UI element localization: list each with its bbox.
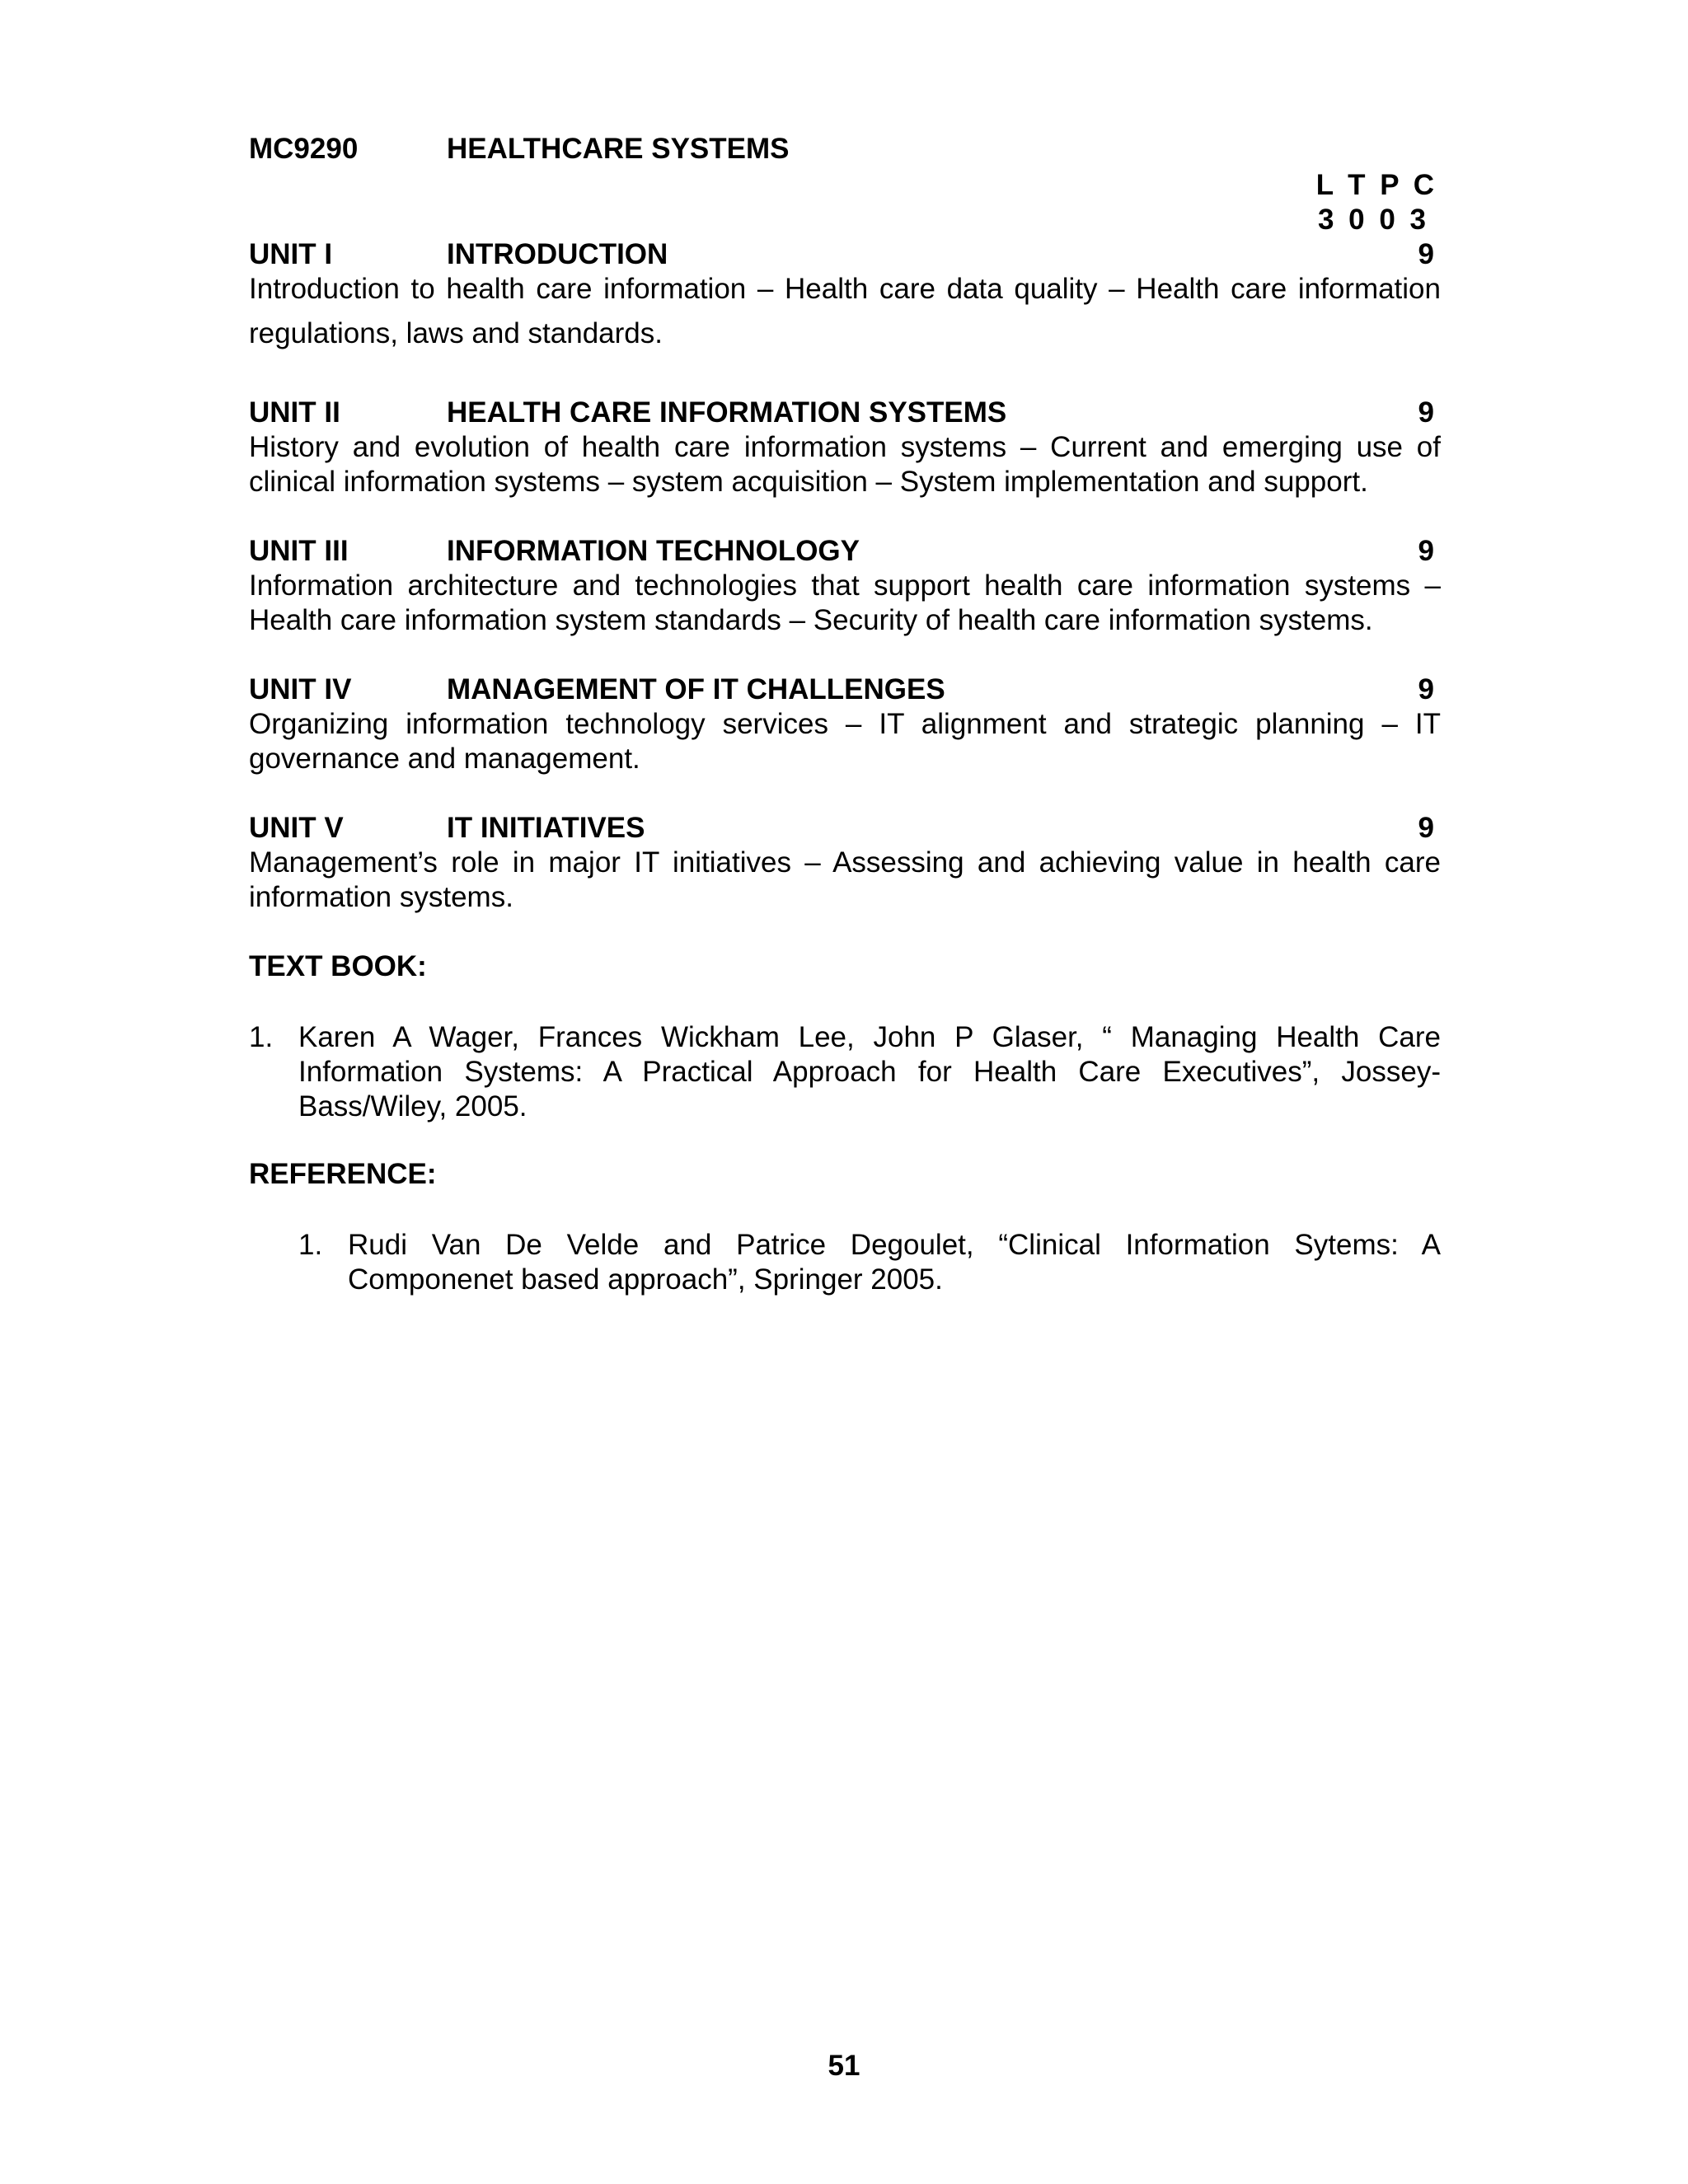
unit-label: UNIT I	[249, 238, 333, 270]
text-book-item-number: 1.	[249, 1021, 274, 1053]
unit-description: Information architecture and technologies that support health care information systems – Health care information system standards – Security of health care information systems.	[249, 569, 1441, 636]
reference-item-number: 1.	[298, 1229, 323, 1261]
unit-title: INTRODUCTION	[447, 238, 668, 270]
unit-title: HEALTH CARE INFORMATION SYSTEMS	[447, 396, 1007, 429]
course-title: HEALTHCARE SYSTEMS	[447, 133, 790, 165]
unit-hours: 9	[1418, 673, 1434, 705]
unit-description: Management’s role in major IT initiatives – Assessing and achieving value in health care information systems.	[249, 846, 1441, 913]
unit-title: MANAGEMENT OF IT CHALLENGES	[447, 673, 945, 705]
unit-header	[249, 396, 1441, 430]
unit-header	[249, 673, 1441, 707]
unit-4	[249, 673, 1441, 776]
unit-title: INFORMATION TECHNOLOGY	[447, 535, 860, 567]
unit-2	[249, 396, 1441, 499]
unit-hours: 9	[1418, 812, 1434, 844]
unit-1	[249, 237, 1441, 356]
reference-item-text: Rudi Van De Velde and Patrice Degoulet, “Clinical Information Sytems: A Componenet based approach”, Springer 2005.	[348, 1229, 1441, 1296]
unit-header	[249, 811, 1441, 846]
unit-3	[249, 534, 1441, 638]
text-book-heading: TEXT BOOK:	[249, 950, 427, 982]
unit-label: UNIT II	[249, 396, 340, 429]
unit-description: Organizing information technology services – IT alignment and strategic planning – IT governance and management.	[249, 708, 1441, 775]
unit-hours: 9	[1418, 238, 1434, 270]
unit-title: IT INITIATIVES	[447, 812, 645, 844]
unit-label: UNIT V	[249, 812, 344, 844]
unit-5	[249, 811, 1441, 915]
unit-hours: 9	[1418, 535, 1434, 567]
ltpc-labels: L T P C	[1315, 169, 1437, 201]
reference-heading: REFERENCE:	[249, 1158, 437, 1190]
syllabus-page	[249, 0, 1441, 2184]
ltpc-values: 3 0 0 3	[1317, 204, 1429, 236]
unit-header	[249, 237, 1441, 272]
course-code: MC9290	[249, 133, 359, 165]
unit-header	[249, 534, 1441, 569]
unit-description: Introduction to health care information – Health care data quality – Health care information regulations, laws and standards.	[249, 273, 1441, 349]
unit-description: History and evolution of health care information systems – Current and emerging use of clinical information systems – system acquisition – System implementation and support.	[249, 431, 1441, 498]
unit-label: UNIT IV	[249, 673, 352, 705]
page-number: 51	[828, 2050, 860, 2082]
unit-hours: 9	[1418, 396, 1434, 429]
course-header	[249, 132, 1441, 166]
unit-label: UNIT III	[249, 535, 349, 567]
text-book-item-text: Karen A Wager, Frances Wickham Lee, John P Glaser, “ Managing Health Care Information Systems: A Practical Approach for Health Care Executives”, Jossey-Bass/Wiley, 2005.	[298, 1021, 1441, 1122]
